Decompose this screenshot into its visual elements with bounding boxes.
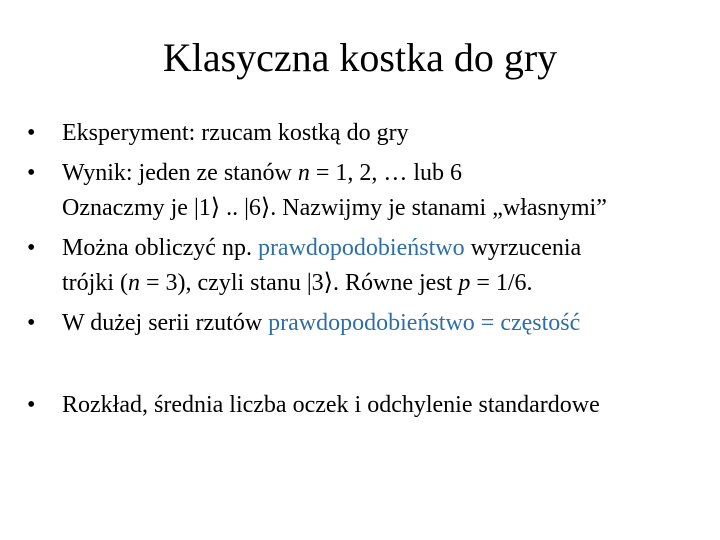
text-segment: Oznaczmy je bbox=[62, 195, 194, 221]
text-segment: = 1, 2, … lub 6 bbox=[309, 160, 463, 186]
ket-3: |3⟩ bbox=[306, 270, 333, 296]
highlight-probability: prawdopodobieństwo bbox=[257, 235, 465, 261]
text-segment: trójki ( bbox=[62, 270, 128, 296]
variable-p: p bbox=[458, 270, 471, 296]
text-segment: Można obliczyć np. bbox=[62, 235, 258, 261]
slide-title: Klasyczna kostka do gry bbox=[162, 35, 558, 80]
bullet-marker: • bbox=[27, 392, 36, 418]
text-segment: W dużej serii rzutów bbox=[62, 310, 269, 336]
text-segment: wyrzucenia bbox=[464, 235, 582, 261]
bullet-marker: • bbox=[27, 310, 36, 336]
bullet-frequency bbox=[62, 308, 580, 338]
variable-n: n bbox=[128, 270, 140, 296]
text-segment: = 1/6. bbox=[470, 270, 533, 296]
bullet-result-line2 bbox=[62, 193, 607, 223]
bullet-probability-line1 bbox=[62, 233, 581, 263]
highlight-probability-frequency: prawdopodobieństwo = częstość bbox=[268, 310, 581, 336]
bullet-marker: • bbox=[27, 120, 36, 146]
text-segment: Wynik: jeden ze stanów bbox=[62, 160, 298, 186]
bullet-marker: • bbox=[27, 235, 36, 261]
bullet-probability-line2 bbox=[62, 268, 533, 298]
bullet-result-line1 bbox=[62, 158, 462, 188]
text-segment: . Równe jest bbox=[333, 270, 459, 296]
bullet-marker: • bbox=[27, 160, 36, 186]
ket-6: |6⟩ bbox=[244, 195, 271, 221]
bullet-experiment: Eksperyment: rzucam kostką do gry bbox=[62, 120, 409, 146]
variable-n: n bbox=[297, 160, 310, 186]
bullet-distribution: Rozkład, średnia liczba oczek i odchylenie standardowe bbox=[62, 392, 600, 418]
text-segment: .. bbox=[220, 195, 245, 221]
text-segment: . Nazwijmy je stanami „własnymi” bbox=[270, 195, 607, 221]
text-segment: = 3), czyli stanu bbox=[140, 270, 307, 296]
ket-1: |1⟩ bbox=[193, 195, 221, 221]
